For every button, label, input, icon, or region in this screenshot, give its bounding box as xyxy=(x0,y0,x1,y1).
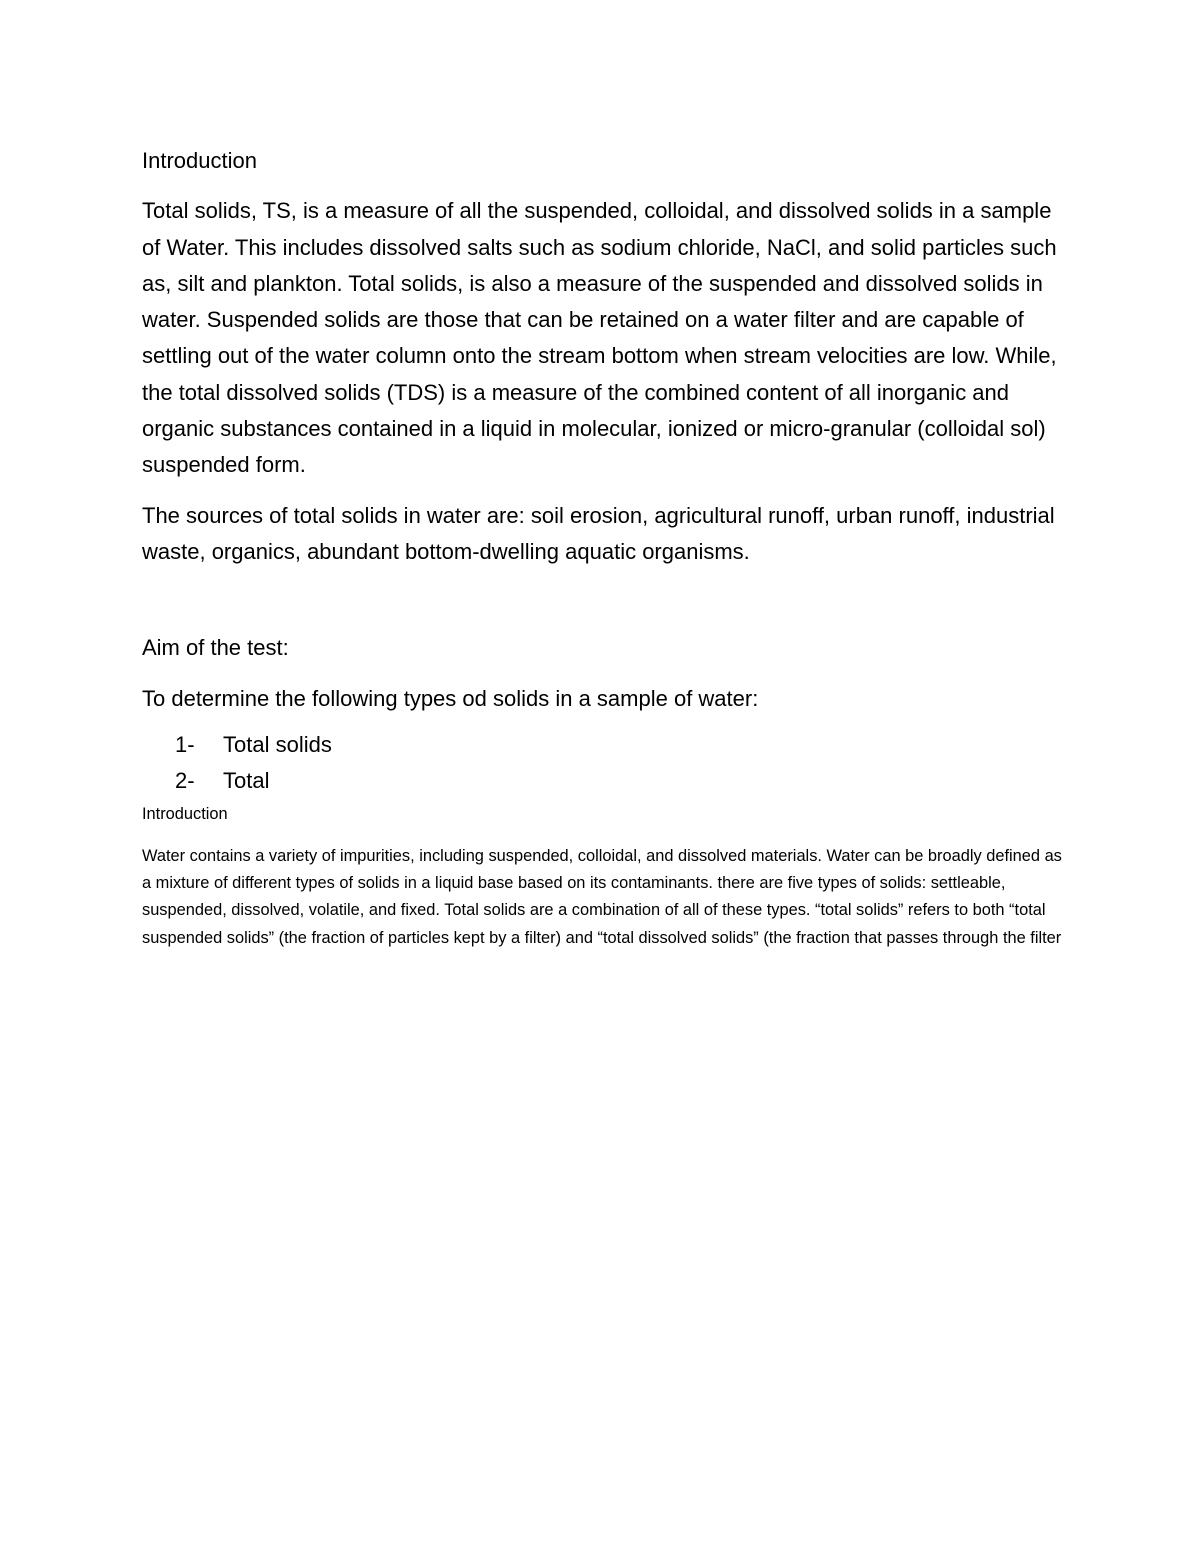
list-item xyxy=(175,727,1067,763)
list-item-text: Total solids xyxy=(223,731,332,757)
blank-line xyxy=(142,584,1067,630)
list-item xyxy=(175,763,1067,799)
list-item-number: 1- xyxy=(175,731,195,757)
paragraph-water-impurities: Water contains a variety of impurities, including suspended, colloidal, and dissolved materials. Water can be broadly defined as a mixture of different types of solids in a liquid base based on its contaminants. there are five types of solids: settleable, suspended, dissolved, volatile, and fixed. Total solids are a combination of all of these types. “total solids” refers to both “total suspended solids” (the fraction of particles kept by a filter) and “total dissolved solids” (the fraction that passes through the filter xyxy=(142,846,1062,947)
solids-type-list xyxy=(142,727,1067,800)
paragraph-total-solids-definition: Total solids, TS, is a measure of all the suspended, colloidal, and dissolved solids in a sample of Water. This includes dissolved salts such as sodium chloride, NaCl, and solid particles such as, silt and plankton. Total solids, is also a measure of the suspended and dissolved solids in water. Suspended solids are those that can be retained on a water filter and are capable of settling out of the water column onto the stream bottom when stream velocities are low. While, the total dissolved solids (TDS) is a measure of the combined content of all inorganic and organic substances contained in a liquid in molecular, ionized or micro-granular (colloidal sol) suspended form. xyxy=(142,198,1057,478)
section-heading-aim: Aim of the test: xyxy=(142,635,289,661)
paragraph-sources-of-solids: The sources of total solids in water are: soil erosion, agricultural runoff, urban runoff, industrial waste, organics, abundant bottom-dwelling aquatic organisms. xyxy=(142,502,1055,564)
list-item-text: Total xyxy=(223,768,270,794)
section-heading-introduction-2: Introduction xyxy=(142,805,228,824)
document-body xyxy=(142,143,1067,952)
aim-statement: To determine the following types od solids in a sample of water: xyxy=(142,685,759,711)
list-item-number: 2- xyxy=(175,768,195,794)
section-heading-introduction: Introduction xyxy=(142,148,257,173)
